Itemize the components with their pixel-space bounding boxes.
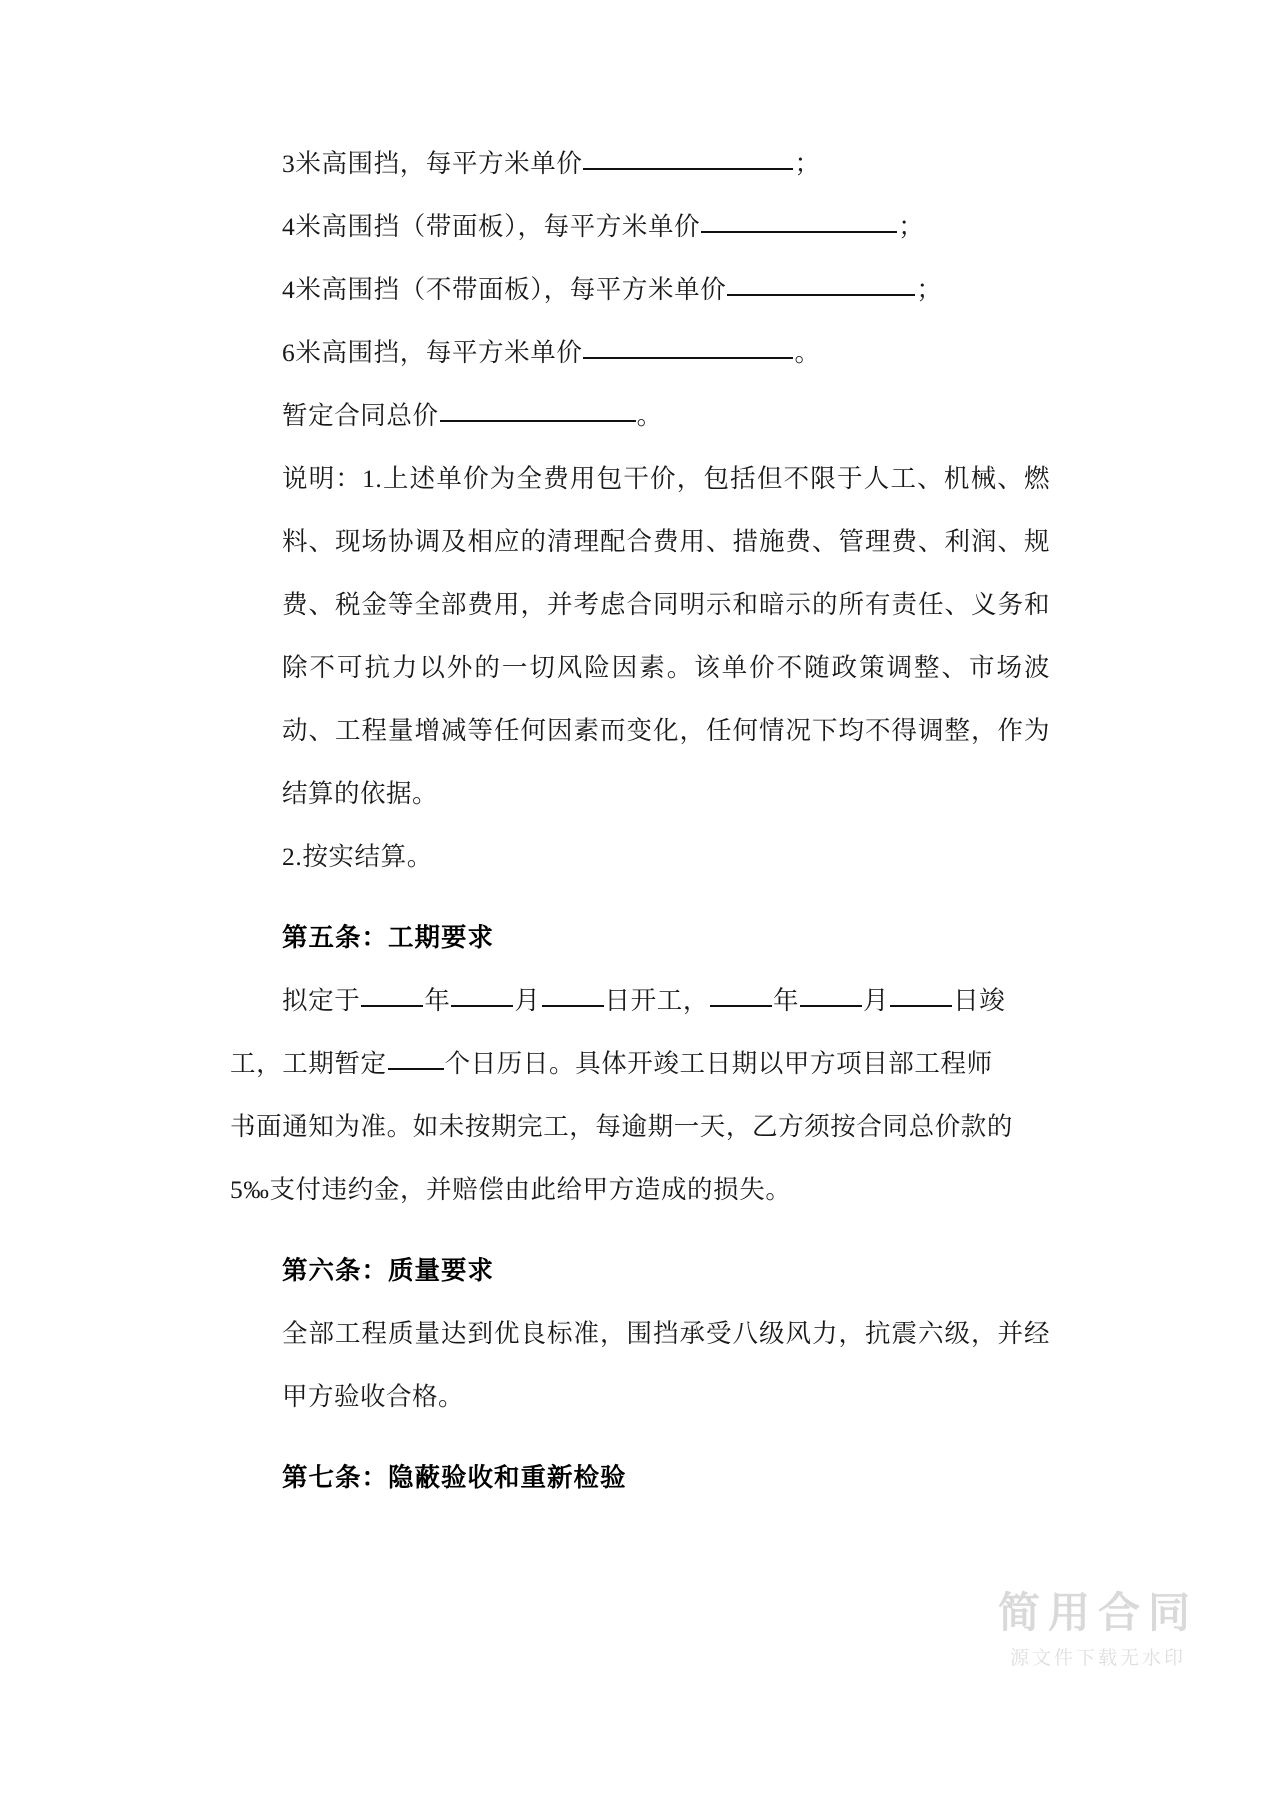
end-day-blank[interactable]	[890, 978, 952, 1007]
article-five-line-3: 书面通知为准。如未按期完工，每逾期一天，乙方须按合同总价款的	[230, 1112, 1014, 1141]
spacer	[230, 1221, 1050, 1239]
price-line-4m-panel	[230, 195, 1050, 258]
end-month-blank[interactable]	[800, 978, 862, 1007]
note-paragraph-1: 说明：1.上述单价为全费用包干价，包括但不限于人工、机械、燃料、现场协调及相应的清理配合费用、措施费、管理费、利润、规费、税金等全部费用，并考虑合同明示和暗示的所有责任、义务和除不可抗力以外的一切风险因素。该单价不随政策调整、市场波动、工程量增减等任何因素而变化，任何情况下均不得调整，作为结算的依据。	[282, 464, 1050, 808]
article-five-line-1-a: 拟定于	[282, 986, 361, 1015]
article-five-line-1-c: 月	[514, 986, 541, 1015]
spacer	[230, 1428, 1050, 1446]
start-month-blank[interactable]	[451, 978, 513, 1007]
spacer	[230, 888, 1050, 906]
document-body	[230, 132, 1050, 1509]
price-line-6m-blank[interactable]	[583, 330, 793, 359]
price-line-4m-panel-label: 4米高围挡（带面板），每平方米单价	[282, 212, 701, 241]
contract-total-blank[interactable]	[440, 393, 636, 422]
price-line-4m-nopanel-label: 4米高围挡（不带面板），每平方米单价	[282, 275, 727, 304]
article-five-line-1	[230, 969, 1050, 1032]
contract-total-punct: 。	[636, 401, 663, 430]
article-five-line-2-a: 工，工期暂定	[230, 1049, 387, 1078]
contract-total-label: 暂定合同总价	[282, 401, 439, 430]
price-line-3m-label: 3米高围挡，每平方米单价	[282, 149, 583, 178]
price-line-3m	[230, 132, 1050, 195]
price-line-6m-label: 6米高围挡，每平方米单价	[282, 338, 583, 367]
contract-total-line	[230, 384, 1050, 447]
price-line-3m-punct: ；	[794, 149, 821, 178]
article-five-line-1-g: 日竣	[953, 986, 1006, 1015]
start-year-blank[interactable]	[361, 978, 423, 1007]
article-five-line-1-e: 年	[772, 986, 800, 1015]
article-five-line-2	[230, 1032, 1050, 1095]
article-five-line-1-d: 日开工，	[604, 986, 709, 1015]
watermark-title: 简用合同	[997, 1587, 1198, 1637]
watermark	[998, 1589, 1198, 1670]
price-line-4m-panel-punct: ；	[898, 212, 925, 241]
note-paragraph-2: 2.按实结算。	[282, 842, 433, 871]
price-line-4m-nopanel-punct: ；	[916, 275, 943, 304]
end-year-blank[interactable]	[710, 978, 772, 1007]
price-line-3m-blank[interactable]	[583, 141, 793, 170]
article-five-line-1-b: 年	[424, 986, 451, 1015]
article-five-heading: 第五条：工期要求	[282, 923, 495, 952]
price-line-4m-panel-blank[interactable]	[701, 204, 897, 233]
start-day-blank[interactable]	[542, 978, 604, 1007]
price-line-6m-punct: 。	[794, 338, 821, 367]
article-six-heading: 第六条：质量要求	[282, 1256, 495, 1285]
price-line-6m	[230, 321, 1050, 384]
article-five-line-2-b: 个日历日。具体开竣工日期以甲方项目部工程师	[444, 1049, 993, 1078]
price-line-4m-nopanel-blank[interactable]	[727, 267, 915, 296]
duration-days-blank[interactable]	[388, 1041, 444, 1070]
watermark-subtitle: 源文件下载无水印	[1009, 1647, 1186, 1670]
article-six-body: 全部工程质量达到优良标准，围挡承受八级风力，抗震六级，并经甲方验收合格。	[282, 1319, 1050, 1411]
price-line-4m-nopanel	[230, 258, 1050, 321]
article-five-line-1-f: 月	[863, 986, 890, 1015]
article-seven-heading: 第七条：隐蔽验收和重新检验	[282, 1463, 627, 1492]
article-five-line-4: 5‰支付违约金，并赔偿由此给甲方造成的损失。	[230, 1175, 792, 1204]
